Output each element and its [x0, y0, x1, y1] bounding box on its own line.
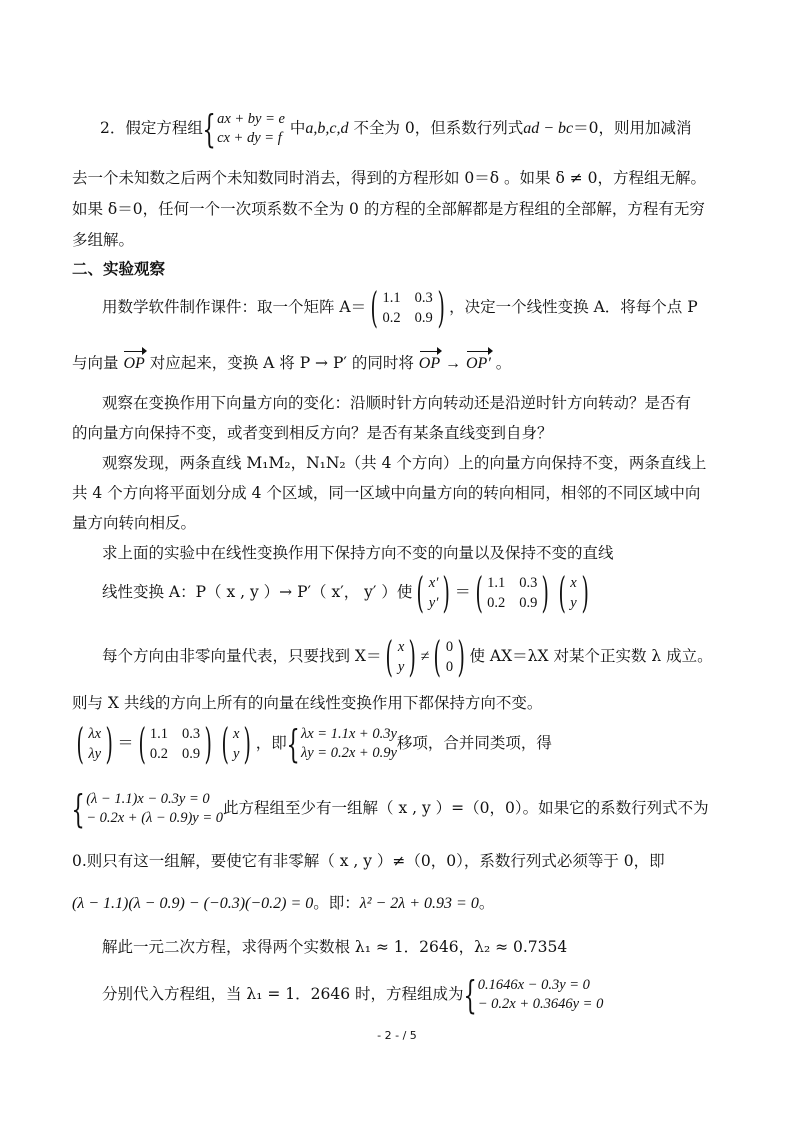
equation-system-3: (λ − 1.1)x − 0.3y = 0 − 0.2x + (λ − 0.9)y = 0 — [86, 791, 224, 826]
line-5: 用数学软件制作课件：取一个矩阵 A＝ ( 1.1 0.3 0.2 0.9 ) ，决定一个线性变换 A．将每个点 P — [102, 283, 698, 332]
line-6: 与向量 OP 对应起来，变换 A 将 P → P′ 的同时将 OP → OP′ 。 — [72, 354, 512, 372]
line-17: { (λ − 1.1)x − 0.3y = 0 − 0.2x + (λ − 0.9)y = 0 此方程组至少有一组解（ x , y ）=（0，0）。如果它的系数行列式不为 — [71, 787, 709, 831]
equation-system-2: λx = 1.1x + 0.3y λy = 0.2x + 0.9y — [300, 726, 397, 761]
text: 2．假定方程组 — [100, 119, 203, 137]
line-3: 如果 δ＝0，任何一个一次项系数不全为 0 的方程的全部解都是方程组的全部解，方程有无穷 — [72, 200, 705, 218]
vector-lambda: ( λx λy ) — [76, 719, 113, 768]
vector-xy: ( x y ) — [221, 719, 252, 768]
line-16: ( λx λy ) ＝ ( 1.1 0.3 0.2 0.9 ) ( x y ) ，即{ λx = 1.1x + 0.3y λy = 0.2x + 0.9y 移项，合并同类项，得 — [72, 723, 734, 765]
section-heading: 二、实验观察 — [72, 260, 166, 278]
line-14: 每个方向由非零向量代表，只要找到 X＝ ( x y ) ≠ ( 0 0 ) 使 AX＝λX 对某个正实数 λ 成立。 — [102, 632, 713, 681]
vector-x: ( x y ) — [385, 632, 417, 681]
text: 中 — [289, 119, 306, 137]
line-12: 求上面的实验中在线性变换作用下保持方向不变的向量以及保持不变的直线 — [102, 544, 614, 562]
line-8: 的向量方向保持不变，或者变到相反方向？是否有某条直线变到自身？ — [72, 424, 553, 442]
line-21: 分别代入方程组，当 λ₁ = 1．2646 时，方程组成为{ 0.1646x − 0.3y = 0 − 0.2x + 0.3646y = 0 — [102, 973, 604, 1017]
vector-zero: ( 0 0 ) — [433, 632, 465, 681]
line-1: 2．假定方程组{ ax + by = e cx + dy = f 中a,b,c,d 不全为 0，但系数行列式ad − bc＝0，则用加减消 — [100, 107, 692, 151]
page-number: - 2 - / 5 — [377, 1029, 417, 1042]
line-2: 去一个未知数之后两个未知数同时消去，得到的方程形如 0＝δ 。如果 δ ≠ 0，方程组无解。 — [72, 169, 707, 187]
vector-xprime: ( x′ y′ ) — [416, 568, 451, 617]
line-20: 解此一元二次方程，求得两个实数根 λ₁ ≈ 1．2646，λ₂ ≈ 0.7354 — [102, 938, 568, 956]
vector-op: OP — [418, 355, 441, 372]
matrix-a: ( 1.1 0.3 0.2 0.9 ) — [475, 568, 550, 617]
vector-op-prime: OP′ — [465, 355, 491, 372]
matrix-a: ( 1.1 0.3 0.2 0.9 ) — [370, 283, 445, 332]
line-19: (λ − 1.1)(λ − 0.9) − (−0.3)(−0.2) = 0。即：λ² − 2λ + 0.93 = 0。 — [72, 894, 495, 912]
vector-op: OP — [123, 355, 145, 372]
line-9: 观察发现，两条直线 M₁M₂，N₁N₂（共 4 个方向）上的向量方向保持不变，两条直线上 — [102, 454, 707, 472]
text: ＝0，则用加减消 — [573, 119, 692, 137]
line-10: 共 4 个方向将平面划分成 4 个区域，同一区域中向量方向的转向相同，相邻的不同区域中向 — [72, 484, 701, 502]
line-7: 观察在变换作用下向量方向的变化：沿顺时针方向转动还是沿逆时针方向转动？是否有 — [102, 394, 692, 412]
line-18: 0.则只有这一组解，要使它有非零解（ x , y ）≠（0，0），系数行列式必须等于 0，即 — [72, 852, 665, 870]
matrix-a: ( 1.1 0.3 0.2 0.9 ) — [138, 719, 213, 768]
brace: { — [202, 107, 216, 151]
line-13: 线性变换 A：P（ x , y ）→ P′（ x′， y′ ）使 ( x′ y′ ) ＝ ( 1.1 0.3 0.2 0.9 ) ( x y ) — [102, 572, 734, 614]
line-4: 多组解。 — [72, 231, 135, 249]
line-11: 量方向转向相反。 — [72, 514, 197, 532]
line-15: 则与 X 共线的方向上所有的向量在线性变换作用下都保持方向不变。 — [72, 694, 543, 712]
text: 不全为 0，但系数行列式 — [353, 119, 524, 137]
equation-system-1: ax + by = e cx + dy = f — [217, 111, 285, 146]
vector-xy: ( x y ) — [558, 568, 589, 617]
equation-system-4: 0.1646x − 0.3y = 0 − 0.2x + 0.3646y = 0 — [477, 977, 604, 1012]
